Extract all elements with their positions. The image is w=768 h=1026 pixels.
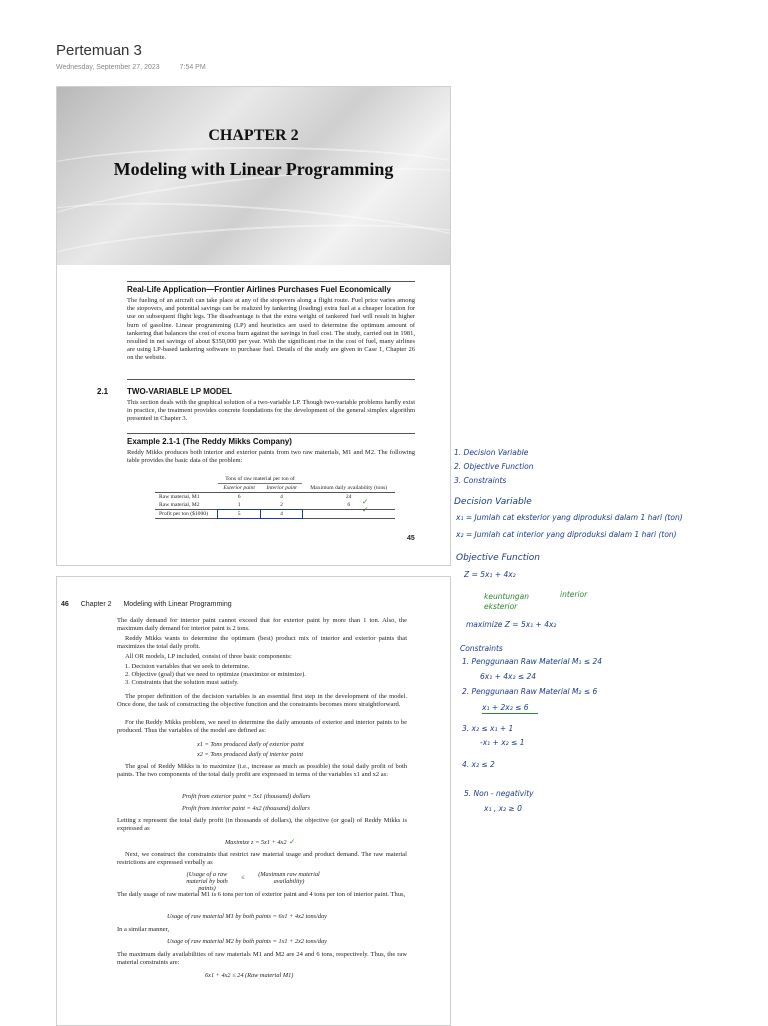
ink-line: x₂ = Jumlah cat interior yang diproduksi dalam 1 hari (ton) xyxy=(456,530,677,539)
para: The proper definition of the decision variables is an essential first step in the development of the model. Once done, the task of constructing the objective function and the constraints becomes more straightforward. xyxy=(117,693,407,709)
check-mark-icon: ✓ xyxy=(289,837,296,846)
equation: (Maximum raw material availability) xyxy=(258,871,320,885)
ink-list-item: 3. Constraints xyxy=(454,476,507,485)
app-text: The fueling of an aircraft can take place at any of the stopovers along a flight route. Fuel price varies among the stopovers, and potential savings can be realized by tankering (loading) extra fuel at a cheaper location for use on subsequent flight legs. The disadvantage is that the extra weight of tankered fuel will result in higher burn of gasoline. Linear programming (LP) and heuristics are used to determine the optimum amount of tankering that balances the cost of excess burn against the savings in fuel cost. The study, carried out in 1981, resulted in net savings of about $350,000 per year. With the significant rise in the cost of fuel, many airlines are using LP-based tankering software to purchase fuel. Details of the study are given in Case 1, Chapter 26 on the website. xyxy=(127,297,415,362)
chapter-number: CHAPTER 2 xyxy=(208,127,299,144)
data-table xyxy=(155,475,395,519)
ink-line: 2. Penggunaan Raw Material M₂ ≤ 6 xyxy=(462,687,598,696)
section-title: TWO-VARIABLE LP MODEL xyxy=(127,387,233,396)
ink-note: eksterior xyxy=(484,602,518,611)
running-chapter: Chapter 2 xyxy=(80,601,112,608)
equation: ≤ xyxy=(241,874,245,881)
equation: Usage of raw material M2 by both paints = 1x1 + 2x2 tons/day xyxy=(167,938,327,945)
ink-heading: Decision Variable xyxy=(454,497,532,507)
ink-line: x₁ = Jumlah cat eksterior yang diproduksi dalam 1 hari (ton) xyxy=(456,513,683,522)
example-title: Example 2.1-1 (The Reddy Mikks Company) xyxy=(127,437,292,446)
ink-note: interior xyxy=(560,590,588,599)
ink-line: 4. x₂ ≤ 2 xyxy=(462,760,495,769)
equation: Usage of raw material M1 by both paints = 6x1 + 4x2 tons/day xyxy=(167,913,327,920)
ink-line: maximize Z = 5x₁ + 4x₂ xyxy=(466,620,557,629)
col-exterior: Exterior paint xyxy=(223,485,255,491)
para: In a similar manner, xyxy=(117,926,170,933)
cell: 24 xyxy=(345,494,352,500)
cell: 6 xyxy=(347,502,351,508)
para: Reddy Mikks wants to determine the optimum (best) product mix of interior and exterior paints that maximizes the total daily profit. xyxy=(117,635,407,651)
cell: 2 xyxy=(280,502,283,508)
para: The daily demand for interior paint cannot exceed that for exterior paint by more than 1 ton. Also, the maximum daily demand for interior paint is 2 tons. xyxy=(117,617,407,633)
para: The maximum daily availabilities of raw materials M1 and M2 are 24 and 6 tons, respectively. Thus, the raw material constraints are: xyxy=(117,951,407,967)
equation: Profit from interior paint = 4x2 (thousand) dollars xyxy=(182,805,310,812)
para: All OR models, LP included, consist of three basic components: xyxy=(125,653,292,660)
equation: Maximize z = 5x1 + 4x2 xyxy=(225,839,287,846)
col-interior: Interior paint xyxy=(266,485,297,491)
table-row xyxy=(155,501,395,510)
list-item: 3. Constraints that the solution must satisfy. xyxy=(125,679,239,687)
textbook-page-46 xyxy=(56,576,451,1026)
row-label: Raw material, M2 xyxy=(159,502,200,508)
component-list xyxy=(125,663,306,688)
para: The goal of Reddy Mikks is to maximize (i.e., increase as much as possible) the total daily profit of both paints. The two components of the total daily profit are expressed in terms of the variables x1 and x2 as: xyxy=(117,763,407,779)
equation: x1 = Tons produced daily of exterior paint xyxy=(197,741,304,748)
para: Letting z represent the total daily profit (in thousands of dollars), the objective (or goal) of Reddy Mikks is expressed as xyxy=(117,817,407,833)
section-text: This section deals with the graphical solution of a two-variable LP. Though two-variable problems hardly exist in practice, the treatment provides concrete foundations for the development of the general simplex algorithm presented in Chapter 3. xyxy=(127,399,415,423)
table-row xyxy=(155,493,395,502)
cell: 4 xyxy=(261,510,303,519)
col-availability: Maximum daily availability (tons) xyxy=(310,484,388,491)
row-label: Profit per ton ($1000) xyxy=(159,511,208,517)
note-time: 7:54 PM xyxy=(179,64,206,71)
check-mark-icon: ✓ xyxy=(362,497,369,506)
para: For the Reddy Mikks problem, we need to determine the daily amounts of exterior and interior paints to be produced. Thus the variables of the model are defined as: xyxy=(117,719,407,735)
ink-line: x₁ , x₂ ≥ 0 xyxy=(484,804,522,813)
section-number: 2.1 xyxy=(97,387,109,396)
equation: Profit from exterior paint = 5x1 (thousand) dollars xyxy=(182,793,311,800)
equation: (Usage of a raw material by both paints) xyxy=(186,871,228,892)
ink-heading: Constraints xyxy=(460,644,503,653)
ink-note: keuntungan xyxy=(484,592,530,601)
ink-line: x₁ + 2x₂ ≤ 6 xyxy=(482,703,529,712)
ink-line: Z = 5x₁ + 4x₂ xyxy=(464,570,516,579)
note-meta xyxy=(56,64,224,71)
page-number: 45 xyxy=(407,535,415,542)
note-date: Wednesday, September 27, 2023 xyxy=(56,64,160,71)
ink-line: 5. Non - negativity xyxy=(464,789,534,798)
ink-heading: Objective Function xyxy=(456,553,540,563)
para: Next, we construct the constraints that restrict raw material usage and product demand. The raw material restrictions are expressed verbally as xyxy=(117,851,407,867)
ink-line: 3. x₂ ≤ x₁ + 1 xyxy=(462,724,514,733)
cell: 5 xyxy=(218,510,261,519)
ink-line: 6x₁ + 4x₂ ≤ 24 xyxy=(480,672,537,681)
table-group-header: Tons of raw material per ton of xyxy=(218,475,303,484)
note-title[interactable]: Pertemuan 3 xyxy=(56,42,142,59)
app-heading: Real-Life Application—Frontier Airlines Purchases Fuel Economically xyxy=(127,285,391,294)
chapter-title: Modeling with Linear Programming xyxy=(113,159,394,179)
ink-line: -x₁ + x₂ ≤ 1 xyxy=(480,738,525,747)
list-item: 2. Objective (goal) that we need to optimize (maximize or minimize). xyxy=(125,671,306,679)
para: The daily usage of raw material M1 is 6 tons per ton of exterior paint and 4 tons per ton of interior paint. Thus, xyxy=(117,891,406,898)
ink-list-item: 2. Objective Function xyxy=(454,462,534,471)
cell: 4 xyxy=(280,494,283,500)
example-text: Reddy Mikks produces both interior and exterior paints from two raw materials, M1 and M2. The following table provides the basic data of the problem: xyxy=(127,449,415,465)
equation: 6x1 + 4x2 ≤ 24 (Raw material M1) xyxy=(205,972,294,979)
cell: 6 xyxy=(237,494,241,500)
list-item: 1. Decision variables that we seek to determine. xyxy=(125,663,250,670)
ink-line: 1. Penggunaan Raw Material M₁ ≤ 24 xyxy=(462,657,603,666)
equation: x2 = Tons produced daily of interior paint xyxy=(197,751,304,758)
textbook-page-45 xyxy=(56,86,451,566)
running-header xyxy=(61,601,242,608)
table-row xyxy=(155,510,395,519)
check-mark-icon: ✓ xyxy=(362,505,369,514)
cell xyxy=(302,510,395,519)
cell: 1 xyxy=(237,502,241,508)
page-number: 46 xyxy=(61,601,69,608)
running-title: Modeling with Linear Programming xyxy=(123,601,232,608)
ink-list-item: 1. Decision Variable xyxy=(454,448,529,457)
row-label: Raw material, M1 xyxy=(159,494,200,500)
